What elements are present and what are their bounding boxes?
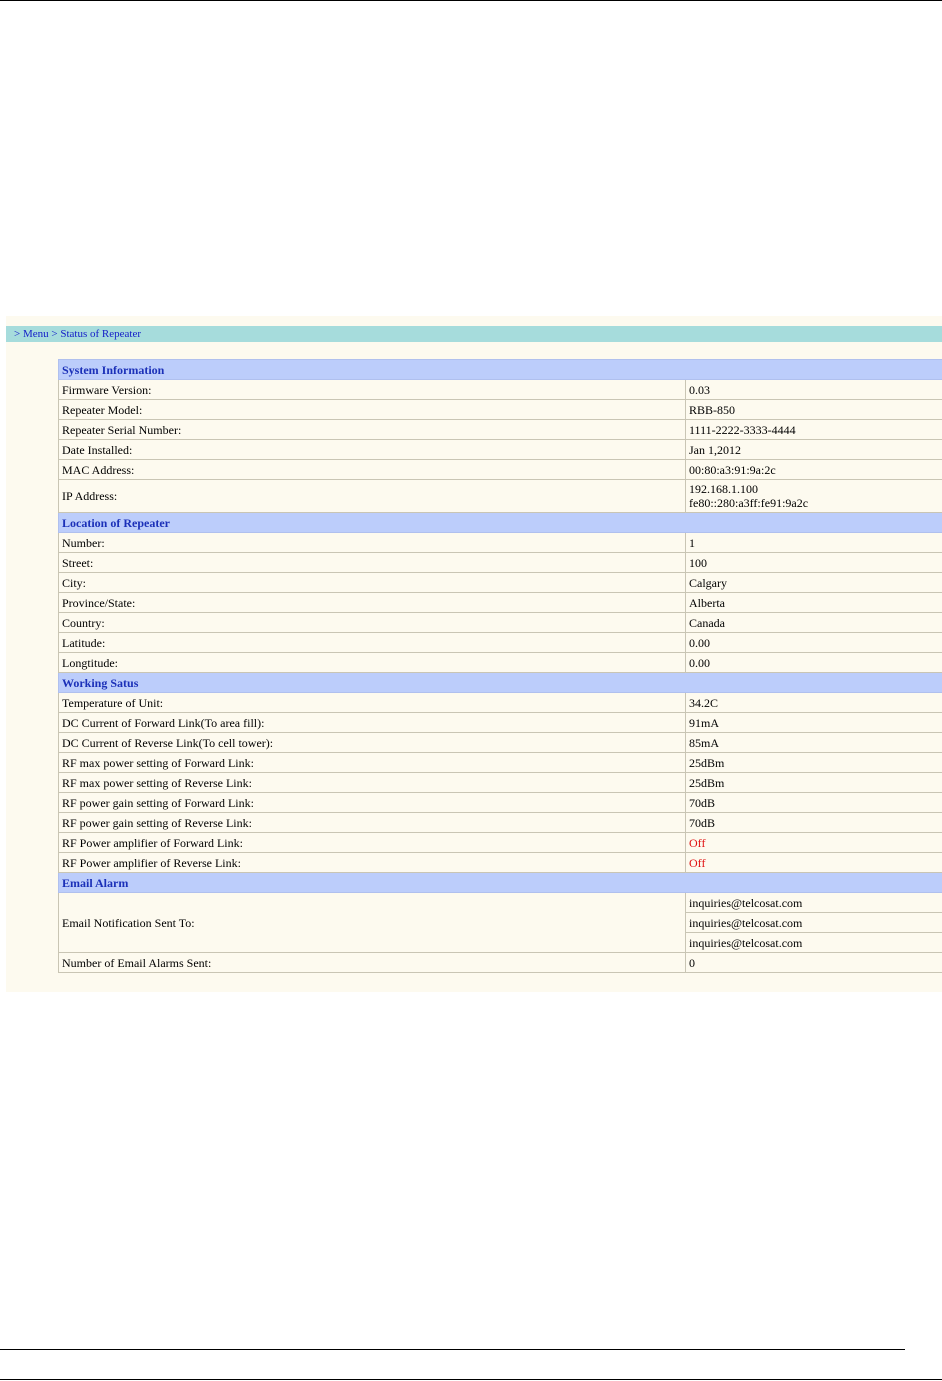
row-label: Longtitude:: [59, 653, 686, 673]
row-value: [686, 480, 942, 513]
table-row: [59, 693, 942, 713]
row-value: 25dBm: [686, 753, 942, 773]
table-row: [59, 773, 942, 793]
table-row: [59, 793, 942, 813]
row-value: 34.2C: [686, 693, 942, 713]
table-row: [59, 813, 942, 833]
status-off-value: Off: [686, 853, 942, 873]
row-label: RF power gain setting of Reverse Link:: [59, 813, 686, 833]
row-value: Calgary: [686, 573, 942, 593]
section-email-alarm: Email Alarm: [59, 873, 942, 893]
table-row: [59, 853, 942, 873]
row-value: 00:80:a3:91:9a:2c: [686, 460, 942, 480]
breadcrumb-current[interactable]: Status of Repeater: [60, 328, 141, 340]
email-recipient: inquiries@telcosat.com: [686, 933, 942, 953]
row-value: Alberta: [686, 593, 942, 613]
row-label: Street:: [59, 553, 686, 573]
page-bottom-rule: [0, 1379, 942, 1380]
table-row: [59, 733, 942, 753]
row-value: 85mA: [686, 733, 942, 753]
section-header-row: [59, 673, 942, 693]
table-row: [59, 420, 942, 440]
row-value: 70dB: [686, 793, 942, 813]
row-value: 0.00: [686, 633, 942, 653]
row-label: Province/State:: [59, 593, 686, 613]
table-row: [59, 713, 942, 733]
status-screenshot: [6, 316, 942, 992]
section-header-row: [59, 513, 942, 533]
breadcrumb-menu-link[interactable]: > Menu: [14, 328, 49, 340]
row-label: Country:: [59, 613, 686, 633]
row-label: Number of Email Alarms Sent:: [59, 953, 686, 973]
row-value: 70dB: [686, 813, 942, 833]
row-value: 1: [686, 533, 942, 553]
row-label: RF max power setting of Reverse Link:: [59, 773, 686, 793]
section-header-row: [59, 360, 942, 380]
row-label: Latitude:: [59, 633, 686, 653]
table-row: [59, 953, 942, 973]
row-label: Date Installed:: [59, 440, 686, 460]
footer-rule: [0, 1349, 905, 1350]
table-row: [59, 460, 942, 480]
row-value: 0.03: [686, 380, 942, 400]
row-value: 25dBm: [686, 773, 942, 793]
row-label: Temperature of Unit:: [59, 693, 686, 713]
row-value: 0.00: [686, 653, 942, 673]
table-row: [59, 633, 942, 653]
table-row: [59, 400, 942, 420]
row-label: Repeater Model:: [59, 400, 686, 420]
table-row: [59, 893, 942, 913]
row-value: Canada: [686, 613, 942, 633]
table-row: [59, 480, 942, 513]
status-table: [58, 359, 942, 973]
breadcrumb-separator: >: [48, 328, 61, 340]
row-label: IP Address:: [59, 480, 686, 513]
row-value: 100: [686, 553, 942, 573]
row-label: RF power gain setting of Forward Link:: [59, 793, 686, 813]
row-label: MAC Address:: [59, 460, 686, 480]
table-row: [59, 833, 942, 853]
page-top-rule: [0, 0, 942, 1]
row-value: Jan 1,2012: [686, 440, 942, 460]
table-row: [59, 380, 942, 400]
row-label: DC Current of Reverse Link(To cell tower):: [59, 733, 686, 753]
row-value: 91mA: [686, 713, 942, 733]
row-value: 1111-2222-3333-4444: [686, 420, 942, 440]
table-row: [59, 653, 942, 673]
row-label: Firmware Version:: [59, 380, 686, 400]
ipv4-value: 192.168.1.100: [689, 482, 758, 496]
section-header-row: [59, 873, 942, 893]
table-row: [59, 533, 942, 553]
row-label: DC Current of Forward Link(To area fill):: [59, 713, 686, 733]
section-location-of-repeater: Location of Repeater: [59, 513, 942, 533]
section-working-status: Working Satus: [59, 673, 942, 693]
row-label: Number:: [59, 533, 686, 553]
table-row: [59, 573, 942, 593]
table-row: [59, 593, 942, 613]
table-row: [59, 440, 942, 460]
breadcrumb: [6, 326, 942, 342]
row-label: RF max power setting of Forward Link:: [59, 753, 686, 773]
section-system-information: System Information: [59, 360, 942, 380]
row-label: City:: [59, 573, 686, 593]
row-label: RF Power amplifier of Reverse Link:: [59, 853, 686, 873]
ipv6-value: fe80::280:a3ff:fe91:9a2c: [689, 496, 809, 510]
row-value: 0: [686, 953, 942, 973]
email-recipient: inquiries@telcosat.com: [686, 893, 942, 913]
table-row: [59, 613, 942, 633]
row-label: RF Power amplifier of Forward Link:: [59, 833, 686, 853]
email-recipient: inquiries@telcosat.com: [686, 913, 942, 933]
status-off-value: Off: [686, 833, 942, 853]
table-row: [59, 753, 942, 773]
row-label: Email Notification Sent To:: [59, 893, 686, 953]
row-value: RBB-850: [686, 400, 942, 420]
row-label: Repeater Serial Number:: [59, 420, 686, 440]
table-row: [59, 553, 942, 573]
